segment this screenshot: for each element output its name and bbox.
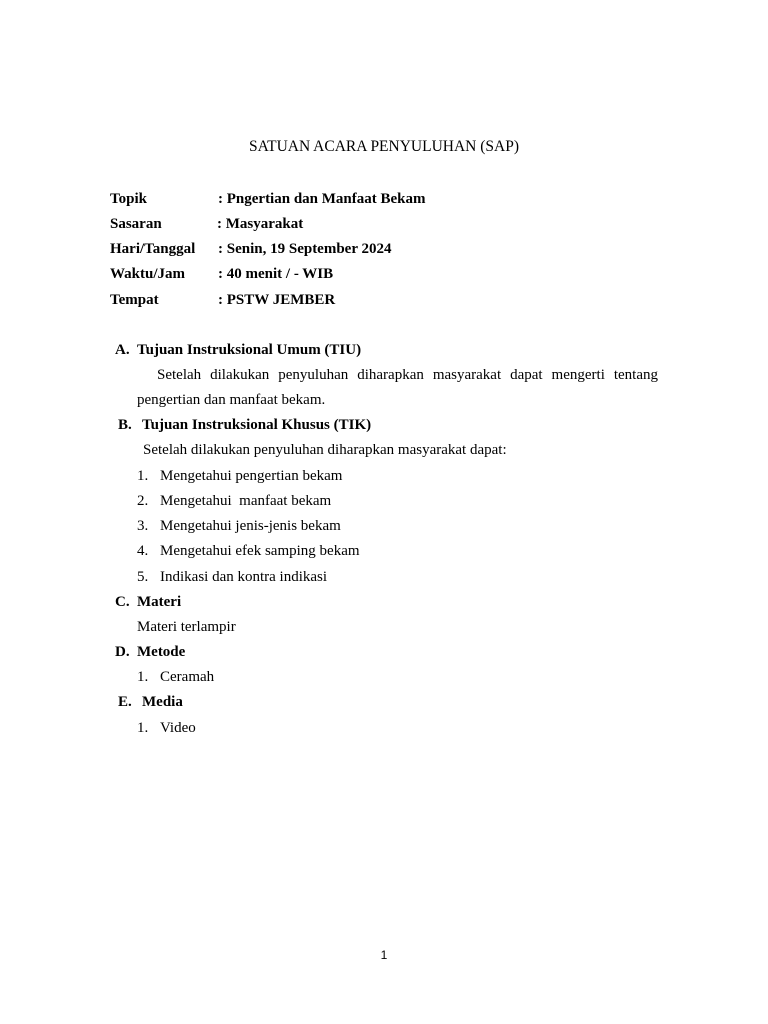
list-item-number: 1. <box>137 669 149 685</box>
meta-label: Topik <box>110 191 147 207</box>
list-item-number: 1. <box>137 720 149 736</box>
section-b-letter: B. <box>118 417 132 433</box>
section-a-text-line1: Setelah dilakukan penyuluhan diharapkan masyarakat dapat mengerti tentang <box>157 367 658 383</box>
meta-label: Tempat <box>110 292 159 308</box>
meta-value: : PSTW JEMBER <box>218 292 336 308</box>
list-item-number: 5. <box>137 569 149 585</box>
document-title: SATUAN ACARA PENYULUHAN (SAP) <box>249 138 519 155</box>
page-number: 1 <box>380 948 388 962</box>
section-d-letter: D. <box>115 644 130 660</box>
meta-label: Sasaran <box>110 216 162 232</box>
meta-value: : 40 menit / - WIB <box>218 266 334 282</box>
list-item-text: Mengetahui manfaat bekam <box>160 493 332 509</box>
section-d-heading: Metode <box>137 644 186 660</box>
list-item-text: Ceramah <box>160 669 215 685</box>
section-c-text: Materi terlampir <box>137 619 236 635</box>
meta-label: Hari/Tanggal <box>110 241 196 257</box>
list-item-number: 4. <box>137 543 149 559</box>
list-item-text: Mengetahui pengertian bekam <box>160 468 343 484</box>
meta-label: Waktu/Jam <box>110 266 186 282</box>
list-item-text: Mengetahui jenis-jenis bekam <box>160 518 341 534</box>
section-c-letter: C. <box>115 594 130 610</box>
section-a-text-line2: pengertian dan manfaat bekam. <box>137 392 326 408</box>
section-e-letter: E. <box>118 694 132 710</box>
section-a-letter: A. <box>115 342 130 358</box>
list-item-number: 3. <box>137 518 149 534</box>
list-item-text: Mengetahui efek samping bekam <box>160 543 360 559</box>
list-item-text: Indikasi dan kontra indikasi <box>160 569 328 585</box>
section-b-intro: Setelah dilakukan penyuluhan diharapkan masyarakat dapat: <box>143 442 507 458</box>
list-item-number: 2. <box>137 493 149 509</box>
section-c-heading: Materi <box>137 594 182 610</box>
meta-value: : Senin, 19 September 2024 <box>218 241 392 257</box>
meta-value: : Masyarakat <box>217 216 304 232</box>
section-b-heading: Tujuan Instruksional Khusus (TIK) <box>142 417 372 433</box>
list-item-text: Video <box>160 720 196 736</box>
section-e-heading: Media <box>142 694 183 710</box>
list-item-number: 1. <box>137 468 149 484</box>
section-a-heading: Tujuan Instruksional Umum (TIU) <box>137 342 362 358</box>
meta-value: : Pngertian dan Manfaat Bekam <box>218 191 426 207</box>
